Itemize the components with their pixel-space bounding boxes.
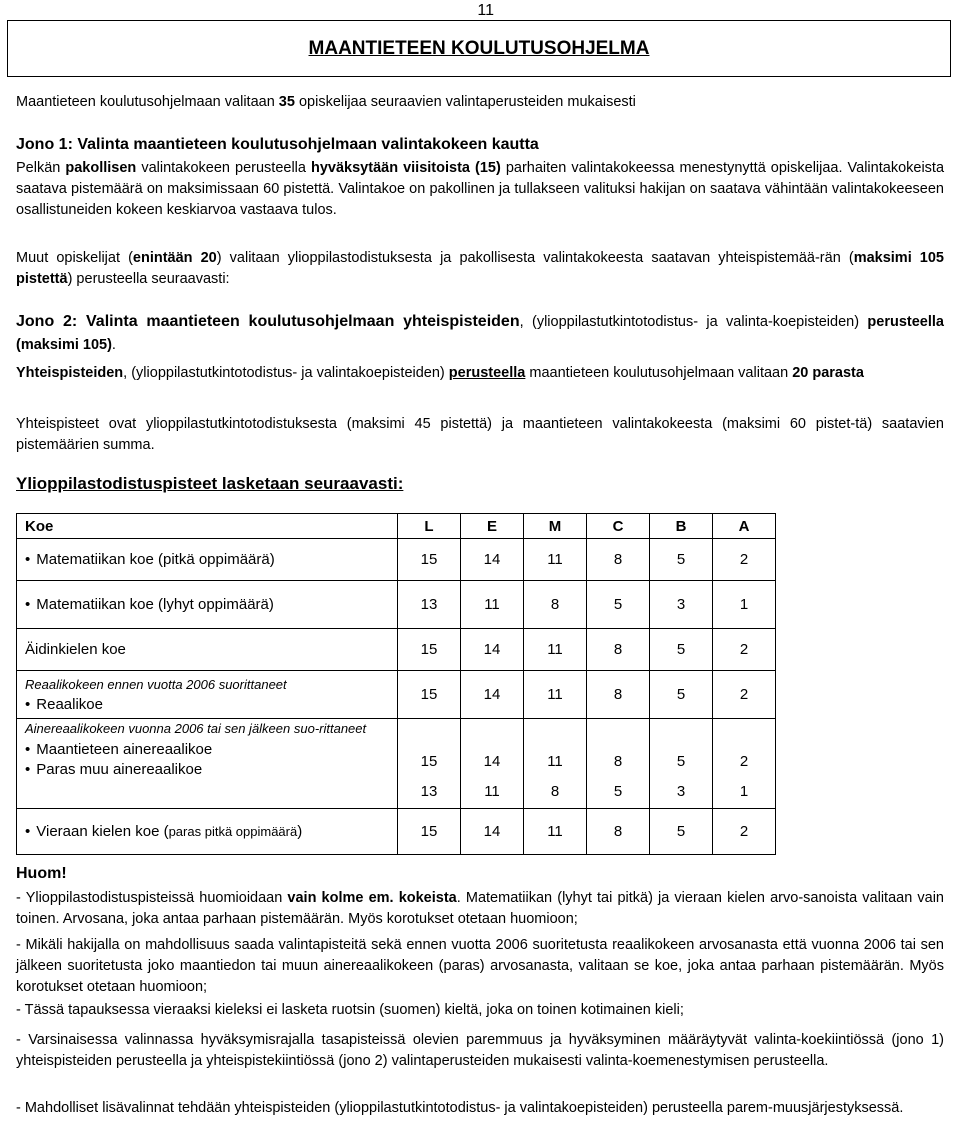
cell-value: 5 <box>676 752 686 770</box>
row-label-text: • Reaalikoe <box>25 696 397 713</box>
cell: 2 <box>713 629 776 671</box>
jono1-text: parhaiten valintakokeessa menestynyttä opiskelijaa. Valintakokeista saatava pistemäärä on maksimissaan 60 pistettä. Valintakoe on pakollinen ja tullakseen valituksi hakijan on saatava vähintään valintakokeeseen osallistuneiden kokeen keskiarvoa vastaava tulos. <box>16 160 945 218</box>
cell <box>587 719 650 809</box>
muut-paragraph <box>16 248 944 290</box>
table-row <box>17 629 776 671</box>
row-label: • Matematiikan koe (pitkä oppimäärä) <box>17 539 398 581</box>
jono1-bold-count: (15) <box>469 160 501 176</box>
cell: 8 <box>524 581 587 629</box>
row-note: Reaalikokeen ennen vuotta 2006 suorittaneet <box>25 676 287 692</box>
cell: 5 <box>650 809 713 855</box>
jono2-title: Jono 2: Valinta maantieteen koulutusohjelmaan yhteispisteiden <box>16 313 520 330</box>
header-a: A <box>713 514 776 539</box>
cell <box>713 719 776 809</box>
cell <box>398 719 461 809</box>
yhteis-bold: Yhteispisteiden <box>16 365 124 381</box>
cell: 14 <box>461 671 524 719</box>
muut-text: ) perusteella seuraavasti: <box>67 271 230 287</box>
intro-text: Maantieteen koulutusohjelmaan valitaan <box>16 94 279 110</box>
table-header-row <box>17 514 776 539</box>
intro-paragraph <box>16 92 944 113</box>
cell: 2 <box>713 539 776 581</box>
cell-value: 13 <box>420 782 438 800</box>
cell-value: 11 <box>484 782 500 800</box>
cell: 14 <box>461 629 524 671</box>
cell: 11 <box>524 809 587 855</box>
cell: 15 <box>398 539 461 581</box>
huom-note-2: - Mikäli hakijalla on mahdollisuus saada valintapisteitä sekä ennen vuotta 2006 suoritetusta reaalikokeen arvosanasta että vuonna 2006 tai sen jälkeen suoritetusta joko maantiedon tai muun ainereaalikokeen (paras) arvosanasta, valitaan se koe, joka antaa parhaan pistemäärän. Myös korotukset otetaan huomioon; <box>16 937 944 995</box>
yhteis-text: , (ylioppilastutkintotodistus- ja valintakoepisteiden) <box>123 365 449 381</box>
jono1-text: valintakokeen perusteella <box>136 160 311 176</box>
header-m: M <box>524 514 587 539</box>
cell: 14 <box>461 809 524 855</box>
jono2-text: , (ylioppilastutkintotodistus- ja valinta-koepisteiden) <box>519 314 868 330</box>
yhteis-text: maantieteen koulutusohjelmaan valitaan <box>525 365 793 381</box>
row-label-text: • Paras muu ainereaalikoe <box>25 760 389 780</box>
cell: 11 <box>524 671 587 719</box>
cell: 1 <box>713 581 776 629</box>
page-title: MAANTIETEEN KOULUTUSOHJELMA <box>308 38 650 59</box>
jono2-heading <box>16 310 944 357</box>
cell: 15 <box>398 629 461 671</box>
yhteis-bold-count: 20 parasta <box>792 365 864 381</box>
jono1-paragraph <box>16 158 944 221</box>
cell: 8 <box>587 629 650 671</box>
muut-text: ) valitaan ylioppilastodistuksesta ja pakollisesta valintakokeesta saatavan yhteispistemää-rän ( <box>216 250 854 266</box>
huom-note-5: - Mahdolliset lisävalinnat tehdään yhteispisteiden (ylioppilastutkintotodistus- ja valintakoepisteiden) perusteella parem-muusjärjestyksessä. <box>16 1100 904 1116</box>
row-label-small: paras pitkä oppimäärä <box>168 824 298 839</box>
points-table <box>16 513 776 855</box>
cell-value: 14 <box>483 752 501 770</box>
row-note: Ainereaalikokeen vuonna 2006 tai sen jälkeen suo-rittaneet <box>25 721 367 736</box>
cell: 5 <box>650 629 713 671</box>
cell-value: 5 <box>613 782 623 800</box>
cell-value: 8 <box>613 752 623 770</box>
table-row <box>17 539 776 581</box>
cell: 15 <box>398 809 461 855</box>
huom-note-3: - Tässä tapauksessa vieraaksi kieleksi ei lasketa ruotsin (suomen) kieltä, joka on toinen kotimainen kieli; <box>16 1002 684 1018</box>
cell-value: 11 <box>547 752 563 770</box>
row-label-text: Vieraan kielen koe ( <box>36 823 169 840</box>
cell: 13 <box>398 581 461 629</box>
cell-value: 3 <box>676 782 686 800</box>
row-label-text: ) <box>297 823 303 840</box>
muut-bold: enintään 20 <box>132 250 217 266</box>
note-text: - Ylioppilastodistuspisteissä huomioidaan <box>16 890 288 906</box>
cell: 11 <box>524 629 587 671</box>
cell: 2 <box>713 809 776 855</box>
title-box <box>7 20 951 77</box>
jono2-text: . <box>111 337 116 353</box>
jono1-bold-pakollisen: pakollisen <box>65 160 137 176</box>
header-koe: Koe <box>17 514 398 539</box>
yhteis-description: Yhteispisteet ovat ylioppilastutkintotodistuksesta (maksimi 45 pistettä) ja maantieteen valintakokeesta (maksimi 60 pistet-tä) saatavien pistemäärien summa. <box>16 416 944 453</box>
cell: 2 <box>713 671 776 719</box>
ylio-heading: Ylioppilastodistuspisteet lasketaan seuraavasti: <box>16 474 404 493</box>
jono2-bold: perusteella (maksimi 105) <box>16 314 944 353</box>
cell: 5 <box>650 539 713 581</box>
cell <box>650 719 713 809</box>
huom-note-1 <box>16 888 944 930</box>
header-b: B <box>650 514 713 539</box>
cell: 5 <box>650 671 713 719</box>
cell <box>524 719 587 809</box>
intro-text-end: opiskelijaa seuraavien valintaperusteiden mukaisesti <box>294 94 636 110</box>
row-label-text: • Maantieteen ainereaalikoe <box>25 740 389 760</box>
header-c: C <box>587 514 650 539</box>
table-row <box>17 671 776 719</box>
header-e: E <box>461 514 524 539</box>
jono1-heading: Jono 1: Valinta maantieteen koulutusohjelmaan valintakokeen kautta <box>16 136 539 153</box>
cell: 3 <box>650 581 713 629</box>
muut-text: Muut opiskelijat ( <box>16 250 133 266</box>
intro-count: 35 <box>278 94 295 110</box>
cell: 15 <box>398 671 461 719</box>
table-row <box>17 581 776 629</box>
jono1-text: Pelkän <box>16 160 66 176</box>
jono1-bold-hyvaksytaan: hyväksytään viisitoista <box>311 160 470 176</box>
note-bold: vain kolme em. kokeista <box>287 890 457 906</box>
cell: 8 <box>587 671 650 719</box>
row-label: • Matematiikan koe (lyhyt oppimäärä) <box>17 581 398 629</box>
cell: 8 <box>587 809 650 855</box>
cell-value: 8 <box>550 782 560 800</box>
table-row <box>17 719 776 809</box>
cell-value: 2 <box>739 752 749 770</box>
page-number: 11 <box>477 2 494 19</box>
muut-bold: maksimi 105 pistettä <box>16 250 945 287</box>
cell-value: 1 <box>739 782 749 800</box>
header-l: L <box>398 514 461 539</box>
row-label <box>17 671 398 719</box>
cell: 11 <box>524 539 587 581</box>
note-text: . Matematiikan (lyhyt tai pitkä) ja vieraan kielen arvo-sanoista valitaan vain toinen. Arvosana, joka antaa parhaan pistemäärän. Myös korotukset otetaan huomioon; <box>16 890 944 927</box>
cell: 11 <box>461 581 524 629</box>
cell: 14 <box>461 539 524 581</box>
cell-value: 15 <box>420 752 438 770</box>
cell <box>461 719 524 809</box>
row-label: Äidinkielen koe <box>17 629 398 671</box>
cell: 5 <box>587 581 650 629</box>
yhteis-bold-underline: perusteella <box>448 365 526 381</box>
yhteis-paragraph <box>16 363 944 384</box>
cell: 8 <box>587 539 650 581</box>
row-label <box>17 719 398 809</box>
huom-heading: Huom! <box>16 865 67 882</box>
row-label <box>17 809 398 855</box>
huom-note-4: - Varsinaisessa valinnassa hyväksymisrajalla tasapisteissä olevien paremmuus ja hyväksyminen määräytyvät valinta-koekiintiössä (jono 1) yhteispisteiden perusteella ja yhteispistekiintiössä (jono 2) valintaperusteiden mukaisesti valinta-koemenestymisen perusteella. <box>16 1032 944 1069</box>
table-row <box>17 809 776 855</box>
